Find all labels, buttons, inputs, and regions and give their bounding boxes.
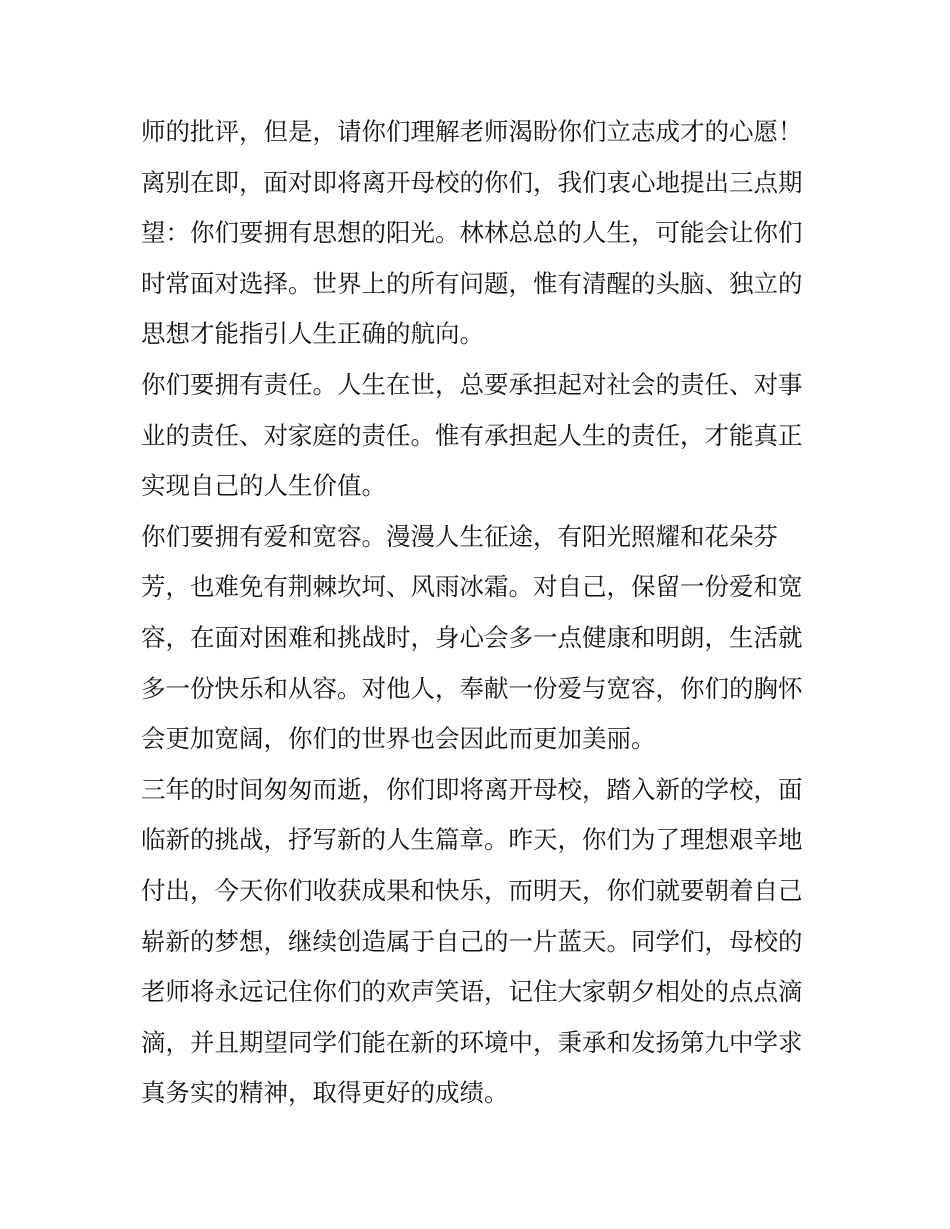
text-line: 真务实的精神，取得更好的成绩。 <box>141 1078 509 1108</box>
text-line: 业的责任、对家庭的责任。惟有承担起人生的责任，才能真正 <box>141 420 803 450</box>
text-line: 时常面对选择。世界上的所有问题，惟有清醒的头脑、独立的 <box>141 268 803 298</box>
text-line: 实现自己的人生价值。 <box>141 471 386 501</box>
text-line: 你们要拥有责任。人生在世，总要承担起对社会的责任、对事 <box>141 369 803 399</box>
text-line: 望：你们要拥有思想的阳光。林林总总的人生，可能会让你们 <box>141 218 803 248</box>
text-line: 三年的时间匆匆而逝，你们即将离开母校，踏入新的学校，面 <box>141 774 803 804</box>
text-line: 付出，今天你们收获成果和快乐，而明天，你们就要朝着自己 <box>141 875 803 905</box>
text-line: 多一份快乐和从容。对他人，奉献一份爱与宽容，你们的胸怀 <box>141 673 803 703</box>
document-body <box>141 107 831 1119</box>
text-line: 芳，也难免有荆棘坎坷、风雨冰霜。对自己，保留一份爱和宽 <box>141 572 803 602</box>
text-line: 滴，并且期望同学们能在新的环境中，秉承和发扬第九中学求 <box>141 1027 803 1057</box>
text-line: 崭新的梦想，继续创造属于自己的一片蓝天。同学们，母校的 <box>141 926 803 956</box>
text-line: 离别在即，面对即将离开母校的你们，我们衷心地提出三点期 <box>141 167 803 197</box>
text-line: 老师将永远记住你们的欢声笑语，记住大家朝夕相处的点点滴 <box>141 977 803 1007</box>
text-line: 会更加宽阔，你们的世界也会因此而更加美丽。 <box>141 724 656 754</box>
text-line: 容，在面对困难和挑战时，身心会多一点健康和明朗，生活就 <box>141 622 803 652</box>
text-line: 思想才能指引人生正确的航向。 <box>141 319 484 349</box>
text-line: 你们要拥有爱和宽容。漫漫人生征途，有阳光照耀和花朵芬 <box>141 521 778 551</box>
text-line: 临新的挑战，抒写新的人生篇章。昨天，你们为了理想艰辛地 <box>141 825 803 855</box>
text-line: 师的批评，但是，请你们理解老师渴盼你们立志成才的心愿！ <box>141 117 803 146</box>
